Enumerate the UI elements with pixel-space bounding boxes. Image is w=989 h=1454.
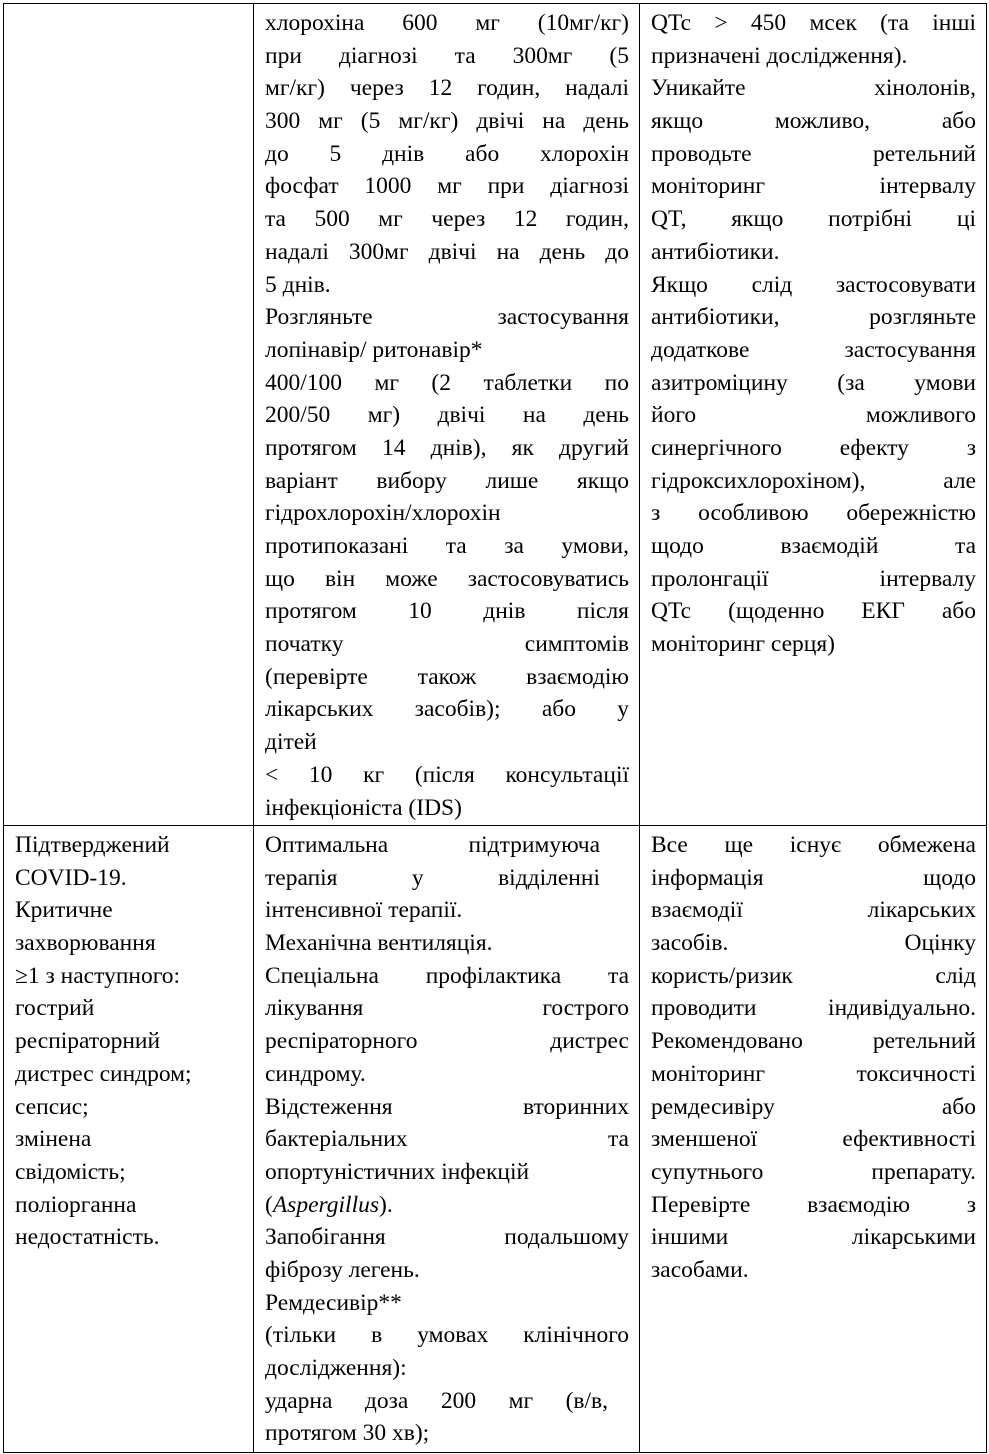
text-line [651, 269, 976, 302]
line-text: ударна доза 200 мг (в/в, [265, 1387, 608, 1414]
line-text: протягом 30 хв); [265, 1420, 430, 1447]
line-text: лопінавір/ ритонавір* [265, 336, 483, 363]
text-line [265, 628, 629, 661]
italic-term: Aspergillus [272, 1191, 380, 1218]
line-text: респіраторний [15, 1028, 161, 1055]
text-line [651, 105, 976, 138]
text-line [651, 203, 976, 236]
line-text: ремдесивіру або [651, 1093, 976, 1120]
text-line [15, 1058, 243, 1091]
text-line [651, 236, 976, 269]
text-line [265, 829, 600, 862]
line-text: дистрес синдром; [15, 1060, 192, 1087]
line-text: синергічного ефекту з [651, 434, 976, 461]
line-text: та 500 мг через 12 годин, [265, 206, 629, 233]
line-text: супутнього препарату. [651, 1158, 976, 1185]
line-text: 300 мг (5 мг/кг) двічі на день [265, 108, 629, 135]
text-line [15, 927, 243, 960]
line-text: лікарських засобів); або у [265, 696, 629, 723]
severity-cell [4, 826, 254, 1453]
text-line [651, 399, 976, 432]
line-text: варіант вибору лише якщо [265, 467, 629, 494]
line-text: з особливою обережністю [651, 500, 976, 527]
text-line [15, 1221, 243, 1254]
line-text: поліорганна [15, 1191, 137, 1218]
line-text: QTc (щоденно ЕКГ або [651, 598, 976, 625]
text-line [651, 334, 976, 367]
text-line [15, 862, 243, 895]
text-line [651, 138, 976, 171]
line-text: надалі 300мг двічі на день до [265, 238, 629, 265]
text-line [651, 367, 976, 400]
line-text: 5 днів. [265, 271, 331, 298]
line-text: QT, якщо потрібні ці [651, 206, 976, 233]
text-line [15, 829, 243, 862]
text-line [265, 726, 629, 759]
notes-cell [640, 826, 987, 1453]
line-text: що він може застосовуватись [265, 565, 629, 592]
line-text: проводьте ретельний [651, 140, 976, 167]
text-line [15, 1189, 243, 1222]
treatment-cell [254, 4, 640, 826]
text-line [651, 1156, 976, 1189]
line-text: захворювання [15, 930, 156, 957]
text-line [15, 992, 243, 1025]
line-text: мг/кг) через 12 годин, надалі [265, 75, 629, 102]
line-text: змінена [15, 1126, 92, 1153]
line-text: терапія у відділенні [265, 864, 600, 891]
line-text: Відстеження вторинних [265, 1093, 629, 1120]
text-line [651, 301, 976, 334]
text-line [265, 1091, 629, 1124]
line-text: Уникайте хінолонів, [651, 75, 976, 102]
line-text: (тільки в умовах клінічного [265, 1322, 629, 1349]
text-line [265, 1025, 629, 1058]
line-text: Оптимальна підтримуюча [265, 832, 600, 858]
line-text-end: ). [379, 1191, 393, 1218]
text-line [265, 1319, 629, 1352]
line-text: моніторинг токсичності [651, 1060, 976, 1087]
text-line [651, 563, 976, 596]
line-text: засобами. [651, 1256, 749, 1283]
text-line [265, 203, 629, 236]
text-line [265, 1156, 629, 1189]
text-line [651, 992, 976, 1025]
text-line [265, 105, 629, 138]
line-text: Все ще існує обмежена [651, 832, 976, 858]
line-text: синдрому. [265, 1060, 366, 1087]
text-line [265, 399, 629, 432]
line-text: зменшеної ефективності [651, 1126, 976, 1153]
text-line [651, 628, 976, 661]
line-text: фіброзу легень. [265, 1256, 420, 1283]
line-text: користь/ризик слід [651, 962, 976, 989]
text-line [265, 563, 629, 596]
line-text: 400/100 мг (2 таблетки по [265, 369, 629, 396]
table-row [4, 4, 987, 826]
text-line [651, 595, 976, 628]
text-line [265, 334, 629, 367]
line-text: протягом 10 днів після [265, 598, 629, 625]
text-line [15, 1025, 243, 1058]
line-text: ≥1 з наступного: [15, 962, 181, 989]
text-line [265, 7, 629, 40]
text-line [265, 497, 629, 530]
line-text: фосфат 1000 мг при діагнозі [265, 173, 629, 200]
line-text: якщо можливо, або [651, 108, 976, 135]
text-line [265, 759, 629, 792]
line-text: Розгляньте застосування [265, 304, 629, 331]
text-line [651, 497, 976, 530]
line-text: сепсис; [15, 1093, 89, 1120]
text-line [651, 1254, 976, 1287]
text-line [265, 236, 629, 269]
line-text: взаємодії лікарських [651, 897, 976, 924]
text-line [265, 530, 629, 563]
text-line [265, 138, 629, 171]
line-text: щодо взаємодій та [651, 533, 976, 559]
text-line [265, 432, 629, 465]
line-text: додаткове застосування [651, 336, 976, 363]
text-line [265, 1417, 629, 1450]
text-line [651, 927, 976, 960]
line-text: моніторинг інтервалу [651, 173, 976, 200]
text-line [265, 693, 629, 726]
text-line [15, 960, 243, 993]
line-text: інфекціоніста (IDS) [265, 794, 462, 821]
text-line [265, 595, 629, 628]
text-line [15, 894, 243, 927]
text-line [651, 432, 976, 465]
line-text: Критичне [15, 897, 113, 924]
text-line [651, 829, 976, 862]
line-text: інтенсивної терапії. [265, 897, 463, 924]
line-text: гострий [15, 995, 95, 1022]
text-line [651, 1058, 976, 1091]
line-text: проводити індивідуально. [651, 995, 976, 1022]
text-line [265, 1221, 629, 1254]
line-text: дітей [265, 729, 317, 756]
treatment-cell [254, 826, 640, 1453]
text-line [651, 1189, 976, 1222]
text-line [651, 72, 976, 105]
line-text: Перевірте взаємодію з [651, 1191, 976, 1218]
text-line [265, 1123, 629, 1156]
line-text: < 10 кг (після консультації [265, 761, 629, 788]
line-text: його можливого [651, 402, 976, 429]
line-text: до 5 днів або хлорохін [265, 140, 629, 167]
text-line [265, 1385, 608, 1418]
text-line [15, 1091, 243, 1124]
text-line [265, 1189, 629, 1222]
line-text: іншими лікарськими [651, 1224, 976, 1251]
text-line [651, 465, 976, 498]
line-text: початку симптомів [265, 631, 629, 658]
text-line [265, 1352, 629, 1385]
text-line [265, 72, 629, 105]
line-text: засобів. Оцінку [651, 930, 976, 957]
text-line [265, 465, 629, 498]
line-text: Якщо слід застосовувати [651, 271, 976, 298]
text-line [651, 862, 976, 895]
line-text: антибіотики. [651, 238, 780, 265]
line-text: протягом 14 днів), як другий [265, 434, 629, 461]
line-text: гідрохлорохін/хлорохін [265, 500, 501, 527]
text-line [265, 992, 629, 1025]
line-text: гідроксихлорохіном), але [651, 467, 976, 494]
line-text: недостатність. [15, 1224, 160, 1251]
text-line [265, 269, 629, 302]
text-line [651, 170, 976, 203]
text-line [265, 1254, 629, 1287]
text-line [265, 927, 629, 960]
text-line [265, 862, 600, 895]
severity-cell [4, 4, 254, 826]
text-line [651, 1091, 976, 1124]
text-line [265, 40, 629, 73]
line-text: протипоказані та за умови, [265, 533, 629, 559]
table-row [4, 826, 987, 1453]
line-text: Ремдесивір** [265, 1289, 402, 1316]
text-line [651, 7, 976, 40]
line-text: пролонгації інтервалу [651, 565, 976, 592]
text-line [265, 661, 629, 694]
text-line [265, 792, 629, 825]
line-text: Спеціальна профілактика та [265, 962, 629, 989]
line-text: Запобігання подальшому [265, 1224, 629, 1251]
text-line [265, 170, 629, 203]
line-text: дослідження): [265, 1355, 407, 1381]
line-text: антибіотики, розгляньте [651, 304, 976, 331]
line-text: ( [265, 1191, 273, 1218]
line-text: при діагнозі та 300мг (5 [265, 42, 629, 69]
treatment-table [3, 3, 987, 1453]
line-text: Рекомендовано ретельний [651, 1028, 976, 1055]
text-line [265, 301, 629, 334]
text-line [651, 1025, 976, 1058]
line-text: інформація щодо [651, 864, 976, 891]
line-text: QTc > 450 мсек (та інші [651, 10, 976, 36]
text-line [651, 1221, 976, 1254]
text-line [651, 1123, 976, 1156]
line-text: бактеріальних та [265, 1126, 629, 1153]
text-line [265, 1287, 629, 1320]
notes-cell [640, 4, 987, 826]
text-line [265, 894, 629, 927]
line-text: 200/50 мг) двічі на день [265, 402, 629, 429]
text-line [265, 367, 629, 400]
line-text: лікування гострого [265, 995, 629, 1022]
text-line [15, 1123, 243, 1156]
line-text: опортуністичних інфекцій [265, 1158, 530, 1185]
line-text: призначені дослідження). [651, 42, 908, 69]
line-text: азитроміцину (за умови [651, 369, 976, 396]
text-line [265, 960, 629, 993]
line-text: COVID-19. [15, 864, 127, 891]
line-text: Підтверджений [15, 832, 170, 858]
line-text: моніторинг серця) [651, 631, 835, 658]
line-text: хлорохіна 600 мг (10мг/кг) [265, 10, 629, 36]
text-line [15, 1156, 243, 1189]
line-text: респіраторного дистрес [265, 1028, 629, 1055]
line-text: свідомість; [15, 1158, 126, 1185]
text-line [651, 960, 976, 993]
line-text: Механічна вентиляція. [265, 930, 493, 957]
line-text: (перевірте також взаємодію [265, 663, 629, 690]
text-line [651, 530, 976, 563]
text-line [651, 40, 976, 73]
text-line [651, 894, 976, 927]
text-line [265, 1058, 629, 1091]
